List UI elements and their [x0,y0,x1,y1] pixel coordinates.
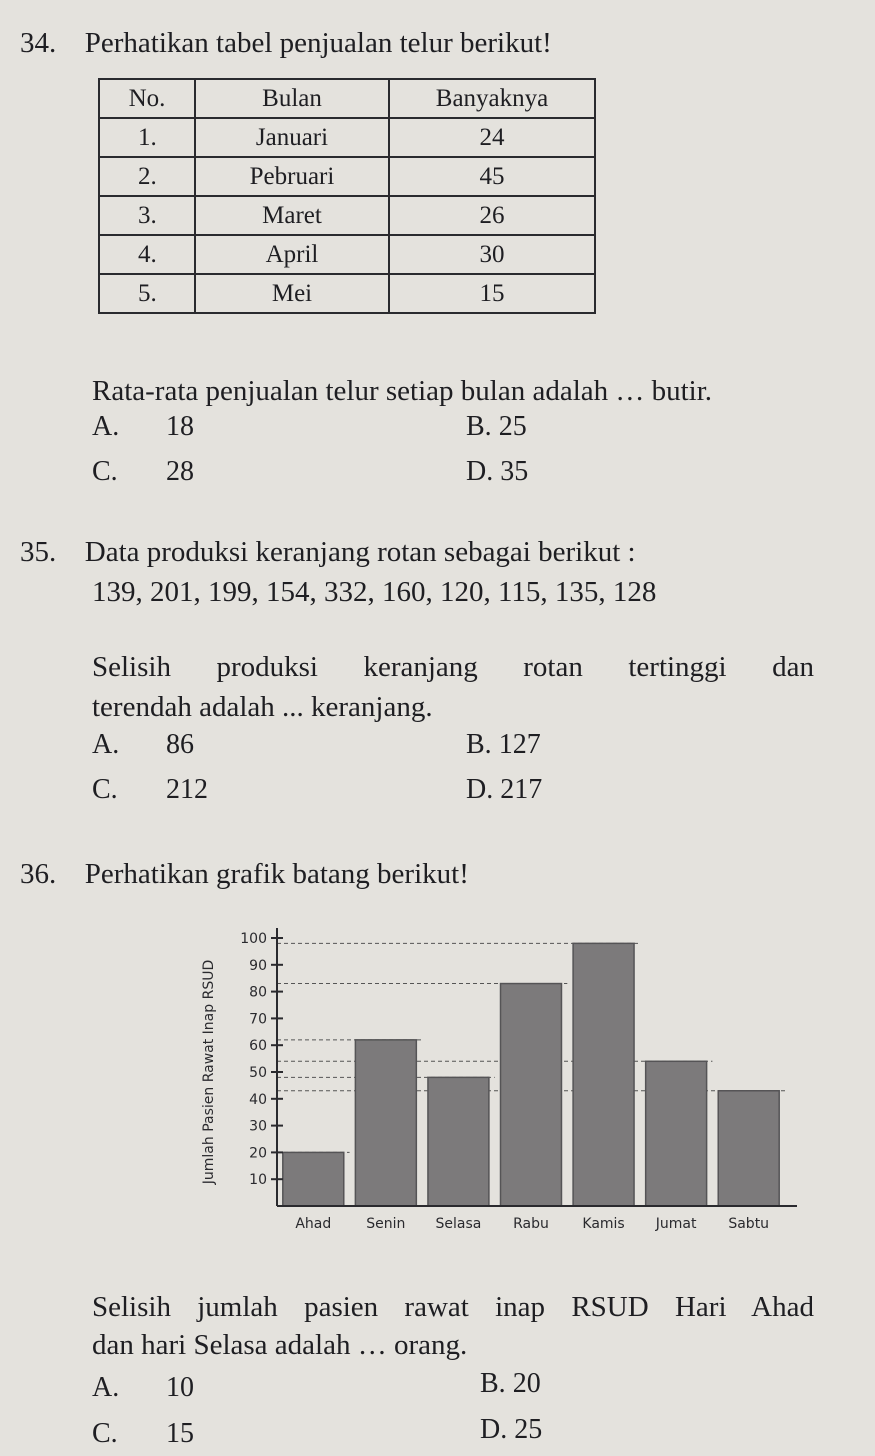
q35-question-line2: terendah adalah ... keranjang. [92,691,433,723]
q36-prompt: Perhatikan grafik batang berikut! [84,858,469,890]
option-value: 217 [500,774,543,805]
y-tick-label: 70 [249,1011,267,1028]
x-tick-label: Selasa [435,1216,482,1232]
option-value: 86 [166,729,194,760]
q36-option-b[interactable] [480,1368,541,1400]
q35-option-d[interactable] [466,774,542,806]
q34-option-c[interactable] [92,456,194,488]
y-tick-label: 20 [249,1145,267,1162]
q36-question-line2: dan hari Selasa adalah … orang. [92,1329,468,1361]
option-label: C. [92,1418,118,1449]
egg-sales-table [98,78,596,314]
q35-option-a[interactable] [92,729,194,761]
x-tick-label: Rabu [513,1216,549,1232]
q34-option-b[interactable] [466,411,527,443]
q35-question-line1: Selisih produksi keranjang rotan tertinggi dan [92,651,814,683]
table-row [99,157,595,196]
col-header-no: No. [99,79,195,118]
option-value: 25 [514,1414,543,1445]
patient-bar-chart [195,912,815,1242]
bar [718,1091,779,1206]
cell-bulan: Januari [195,118,389,157]
q36-heading [20,857,469,891]
option-label: A. [92,1372,120,1403]
table-header-row [99,79,595,118]
option-value: 28 [166,456,194,487]
option-value: 15 [166,1418,194,1449]
x-tick-label: Sabtu [728,1216,770,1232]
q35-prompt: Data produksi keranjang rotan sebagai berikut : [84,536,636,568]
option-label: B. [466,411,492,442]
y-tick-label: 50 [249,1065,267,1081]
q34-question: Rata-rata penjualan telur setiap bulan adalah … butir. [92,375,713,407]
cell-banyak: 15 [389,274,595,313]
q36-question-line1: Selisih jumlah pasien rawat inap RSUD Hari Ahad [92,1291,814,1323]
bar [646,1061,707,1206]
option-value: 25 [498,411,527,442]
y-tick-label: 100 [240,931,267,947]
option-value: 35 [500,456,529,487]
option-value: 20 [512,1368,541,1399]
option-label: D. [466,774,494,805]
y-tick-label: 10 [249,1172,267,1189]
q35-heading [20,535,636,569]
q34-option-a[interactable] [92,411,194,443]
cell-no: 1. [99,118,195,157]
cell-no: 3. [99,196,195,235]
option-value: 10 [166,1372,194,1403]
y-tick-label: 60 [249,1038,267,1055]
bar [428,1077,489,1206]
q34-heading [20,26,552,60]
q34-number: 34. [20,27,57,59]
option-label: B. [466,729,492,760]
x-tick-label: Kamis [582,1216,625,1232]
x-tick-label: Jumat [655,1216,697,1232]
option-label: C. [92,456,118,487]
q35-option-c[interactable] [92,774,208,806]
cell-banyak: 24 [389,118,595,157]
y-tick-label: 40 [249,1091,267,1108]
q35-number: 35. [20,536,57,568]
q35-data-line: 139, 201, 199, 154, 332, 160, 120, 115, 135, 128 [92,576,657,608]
q36-option-a[interactable] [92,1372,194,1404]
cell-banyak: 45 [389,157,595,196]
cell-bulan: April [195,235,389,274]
option-value: 127 [498,729,541,760]
bar-chart-svg [195,912,815,1242]
option-label: D. [466,456,494,487]
table-row [99,118,595,157]
cell-no: 2. [99,157,195,196]
option-label: D. [480,1414,508,1445]
y-axis-label: Jumlah Pasien Rawat Inap RSUD [201,959,217,1185]
cell-no: 4. [99,235,195,274]
cell-bulan: Maret [195,196,389,235]
q36-option-d[interactable] [480,1414,542,1446]
option-label: C. [92,774,118,805]
q36-option-c[interactable] [92,1418,194,1450]
q34-option-d[interactable] [466,456,528,488]
cell-bulan: Pebruari [195,157,389,196]
cell-banyak: 26 [389,196,595,235]
option-value: 18 [166,411,194,442]
option-label: A. [92,411,120,442]
bar [283,1152,344,1206]
q34-prompt: Perhatikan tabel penjualan telur berikut! [84,27,552,59]
option-label: B. [480,1368,506,1399]
x-tick-label: Senin [366,1216,406,1232]
cell-bulan: Mei [195,274,389,313]
y-tick-label: 80 [249,984,267,1001]
col-header-banyaknya: Banyaknya [389,79,595,118]
table-row [99,274,595,313]
bar [355,1040,416,1206]
option-label: A. [92,729,120,760]
q36-number: 36. [20,858,57,890]
y-tick-label: 90 [249,957,267,974]
table-row [99,235,595,274]
table-row [99,196,595,235]
cell-banyak: 30 [389,235,595,274]
q35-option-b[interactable] [466,729,541,761]
option-value: 212 [166,774,208,805]
y-tick-label: 30 [249,1118,267,1135]
bar [501,984,562,1206]
bar [573,943,634,1206]
x-tick-label: Ahad [295,1216,332,1232]
col-header-bulan: Bulan [195,79,389,118]
cell-no: 5. [99,274,195,313]
